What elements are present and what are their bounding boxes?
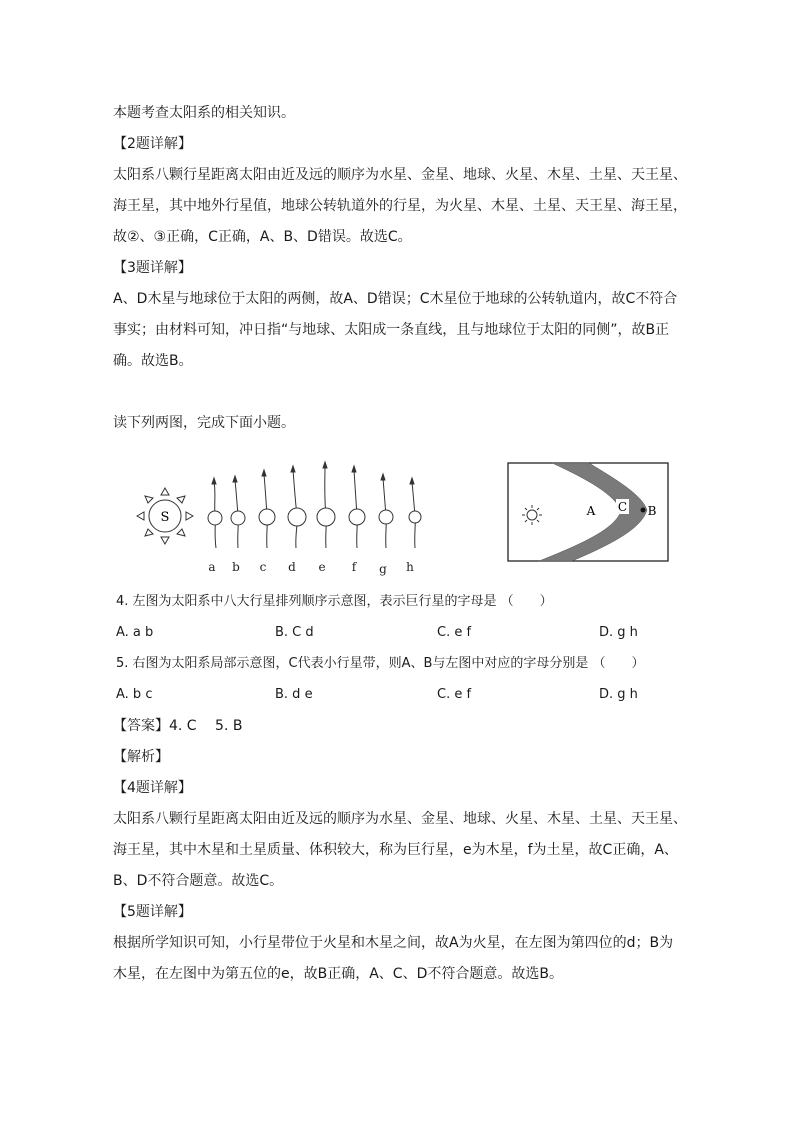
question-4-option-a: A. a b [116, 625, 154, 640]
label-b: B [647, 504, 657, 518]
planet-label-a: a [208, 560, 216, 574]
text-line: 本题考查太阳系的相关知识。 [113, 105, 295, 121]
text-line: 确。故选B。 [113, 353, 193, 369]
section-heading: 【4题详解】 [113, 780, 192, 796]
text-line: 读下列两图，完成下面小题。 [113, 415, 295, 431]
text-line: 木星，在左图中为第五位的e，故B正确，A、C、D不符合题意。故选B。 [113, 966, 563, 982]
sun-label: S [160, 510, 170, 525]
question-5-option-b: B. d e [275, 687, 313, 702]
question-4-option-b: B. C d [275, 625, 314, 640]
section-heading: 【3题详解】 [113, 260, 192, 276]
answer-line: 【答案】4. C 5. B [113, 718, 243, 734]
text-line: 根据所学知识可知，小行星带位于火星和木星之间，故A为火星，在左图为第四位的d；B为 [113, 935, 674, 951]
planet-label-b: b [232, 560, 240, 574]
question-4: 4. 左图为太阳系中八大行星排列顺序示意图，表示巨行星的字母是 （ ） [116, 594, 553, 609]
planet-label-g: g [379, 562, 387, 576]
planet-label-d: d [288, 560, 296, 574]
jupiter-dot [641, 508, 646, 513]
section-heading: 【5题详解】 [113, 904, 192, 920]
text-line: 海王星，其中木星和土星质量、体积较大，称为巨行星，e为木星，f为土星，故C正确，A、 [113, 842, 678, 858]
text-line: B、D不符合题意。故选C。 [113, 873, 284, 889]
planet-d [288, 466, 306, 548]
planet-a [208, 478, 222, 548]
label-c: C [617, 500, 628, 514]
text-line: 太阳系八颗行星距离太阳由近及远的顺序为水星、金星、地球、火星、木星、土星、天王星、 [113, 167, 687, 183]
planet-label-e: e [318, 560, 326, 574]
text-line: 故②、③正确，C正确，A、B、D错误。故选C。 [113, 229, 412, 245]
question-4-option-c: C. e f [437, 625, 472, 640]
planet-g [379, 474, 393, 548]
section-heading: 【2题详解】 [113, 136, 192, 152]
planet-c [259, 470, 275, 548]
planet-label-h: h [406, 560, 414, 574]
section-heading: 【解析】 [113, 749, 169, 765]
label-a: A [586, 504, 596, 518]
text-line: 海王星，其中地外行星值，地球公转轨道外的行星，为火星、木星、土星、天王星、海王星， [113, 198, 687, 214]
planet-label-f: f [351, 560, 357, 574]
planet-e [317, 462, 335, 548]
question-5-option-a: A. b c [116, 687, 153, 702]
question-5-option-d: D. g h [599, 687, 638, 702]
question-4-option-d: D. g h [599, 625, 638, 640]
text-line: 事实；由材料可知，冲日指“与地球、太阳成一条直线，且与地球位于太阳的同侧”，故B正 [113, 322, 670, 338]
planet-b [231, 476, 245, 548]
planet-h [409, 478, 421, 548]
question-5: 5. 右图为太阳系局部示意图，C代表小行星带，则A、B与左图中对应的字母分别是 （ ） [116, 656, 645, 671]
planet-order-diagram [130, 458, 430, 578]
planet-f [349, 466, 365, 548]
question-5-option-c: C. e f [437, 687, 472, 702]
text-line: A、D木星与地球位于太阳的两侧，故A、D错误；C木星位于地球的公转轨道内，故C不符合 [113, 291, 678, 307]
text-line: 太阳系八颗行星距离太阳由近及远的顺序为水星、金星、地球、火星、木星、土星、天王星、 [113, 811, 687, 827]
planet-label-c: c [259, 560, 267, 574]
asteroid-belt-diagram [507, 462, 671, 564]
